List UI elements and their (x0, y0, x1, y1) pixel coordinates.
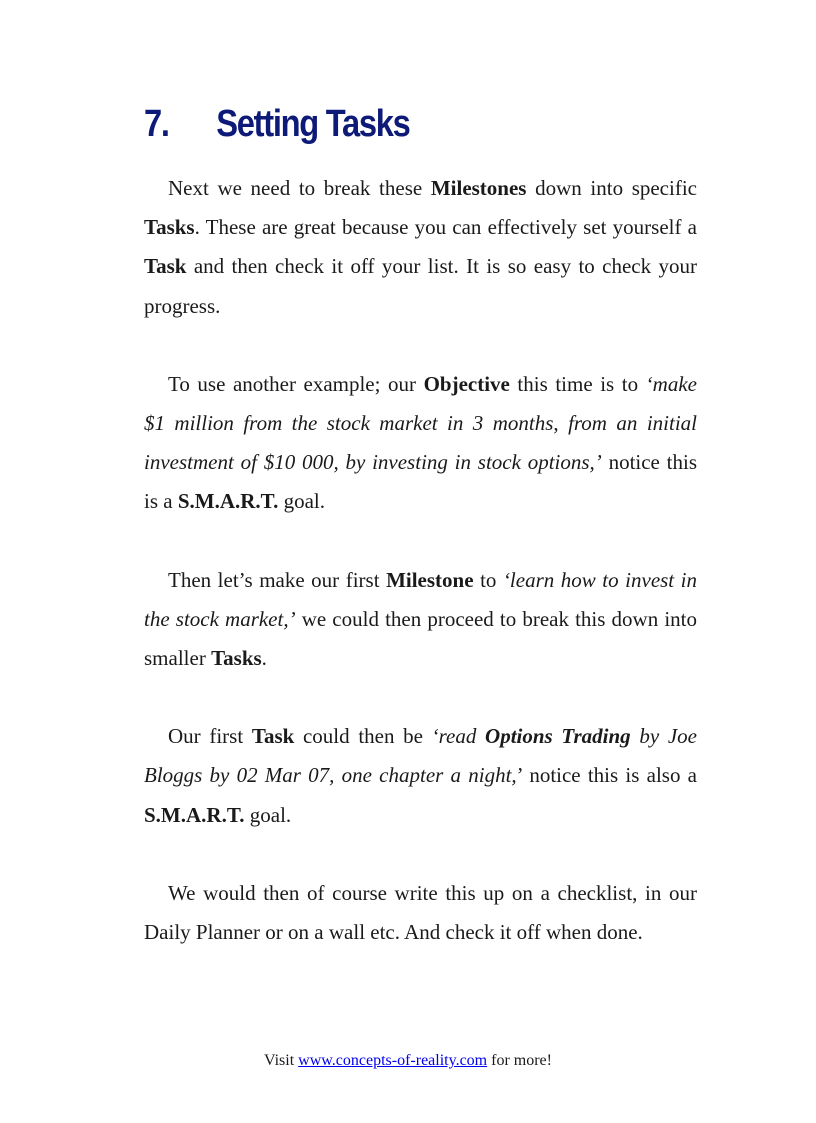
bold-term: Tasks (144, 215, 195, 240)
text-run: and then check it off your list. It is so easy to check your progress. (144, 254, 697, 318)
page-footer (0, 1052, 816, 1070)
text-run: goal. (278, 489, 326, 514)
bold-term: S.M.A.R.T. (177, 489, 279, 514)
bold-term: Milestone (386, 567, 474, 592)
text-run: we could then proceed to break this down into smaller (144, 606, 697, 671)
italic-quote: from an initial investment of $10 000, by investing in stock options,’ (144, 411, 697, 475)
section-title: Setting Tasks (216, 103, 410, 145)
text-run: , (553, 411, 569, 436)
bold-term: Tasks (211, 646, 262, 671)
bold-term: S.M.A.R.T. (144, 802, 245, 827)
text-run: goal. (244, 802, 292, 827)
italic-quote: ‘read (431, 724, 486, 749)
section-heading (144, 103, 410, 146)
bold-term: Milestones (430, 176, 527, 200)
text-run: could then be (294, 724, 432, 749)
paragraph-2 (144, 365, 697, 522)
text-run: notice this is a (144, 450, 697, 514)
footer-prefix: Visit (264, 1052, 299, 1069)
text-run: We would then of course write this up on a checklist, in our Daily Planner or on a wall etc. And check it off when done. (144, 880, 697, 945)
body-text (144, 169, 697, 991)
paragraph-1 (144, 169, 697, 326)
website-link[interactable]: www.concepts-of-reality.com (298, 1052, 488, 1069)
book-title: Options Trading (485, 724, 631, 749)
text-run: To use another example; our (168, 371, 424, 396)
text-run: to (473, 567, 503, 592)
text-run: . (261, 646, 267, 671)
paragraph-4 (144, 717, 697, 835)
text-run: this time is to (509, 371, 646, 396)
bold-term: Objective (423, 371, 510, 396)
text-run: . These are great because you can effectively set yourself a (194, 215, 697, 240)
text-run: Our first (168, 724, 252, 749)
text-run: Next we need to break these (168, 176, 431, 200)
paragraph-5 (144, 874, 697, 952)
italic-quote: ‘make $1 million from the stock market in 3 months (144, 371, 697, 436)
italic-quote: by Joe Bloggs by 02 Mar 07, one chapter a night, (144, 724, 697, 788)
text-run: down into specific (526, 176, 697, 200)
paragraph-3 (144, 561, 697, 679)
bold-term: Task (144, 254, 187, 279)
bold-term: Task (251, 724, 295, 749)
section-number: 7. (144, 103, 169, 145)
text-run: Then let’s make our first (168, 567, 387, 592)
italic-quote: ‘learn how to invest in the stock market,’ (144, 567, 698, 631)
text-run: ’ notice this is also a (516, 763, 697, 788)
footer-suffix: for more! (487, 1052, 552, 1069)
